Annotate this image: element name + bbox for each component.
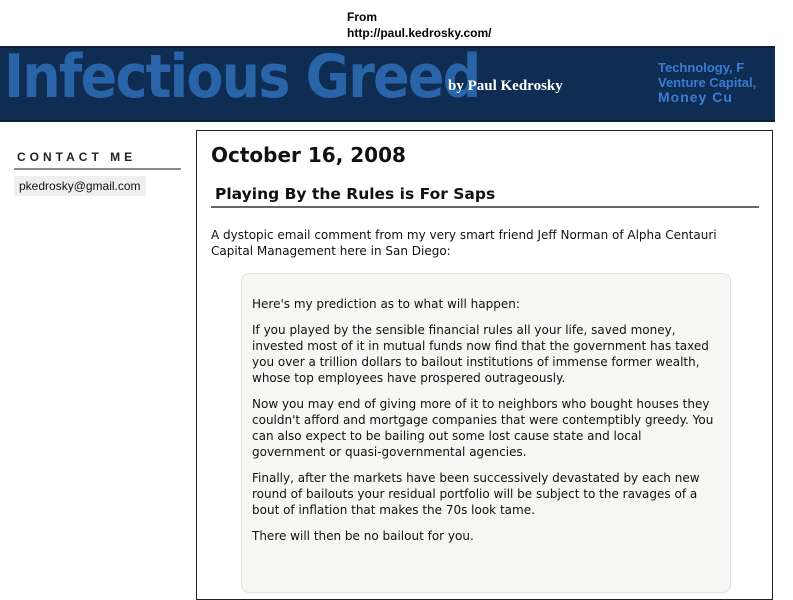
site-tagline xyxy=(658,60,756,105)
source-label: From xyxy=(347,10,377,24)
site-logo[interactable]: Infectious Greed xyxy=(4,46,480,112)
quote-paragraph: There will then be no bailout for you. xyxy=(252,529,474,543)
blockquote xyxy=(241,273,731,593)
quote-paragraph: If you played by the sensible financial rules all your life, saved money, invested most of it in mutual funds now find that the government has taxed you over a trillion dollars to bailout institutions of immense former wealth, whose top employees have prospered outrageously. xyxy=(252,323,709,385)
post-content-panel xyxy=(196,130,773,600)
source-url[interactable]: http://paul.kedrosky.com/ xyxy=(347,26,492,40)
quote-paragraph: Finally, after the markets have been successively devastated by each new round of bailouts your residual portfolio will be subject to the ravages of a bout of inflation that makes the 70s look tame. xyxy=(252,471,700,517)
sidebar xyxy=(14,150,181,196)
post-date-heading: October 16, 2008 xyxy=(211,143,406,167)
tagline-line: Money Cu xyxy=(658,89,733,105)
site-byline: by Paul Kedrosky xyxy=(448,78,563,94)
post-title[interactable]: Playing By the Rules is For Saps xyxy=(211,185,759,208)
post-intro: A dystopic email comment from my very smart friend Jeff Norman of Alpha Centauri Capital Management here in San Diego: xyxy=(211,228,717,258)
contact-heading: CONTACT ME xyxy=(14,150,181,170)
contact-email-link[interactable]: pkedrosky@gmail.com xyxy=(14,176,146,196)
tagline-line: Venture Capital, xyxy=(658,75,757,90)
site-banner[interactable] xyxy=(0,46,775,122)
quote-paragraph: Now you may end of giving more of it to neighbors who bought houses they couldn't afford and mortgage companies that were contemptibly greedy. You can also expect to be bailing out some lost cause state and local government or quasi-governmental agencies. xyxy=(252,397,714,459)
quote-paragraph: Here's my prediction as to what will happen: xyxy=(252,297,520,311)
tagline-line: Technology, F xyxy=(658,60,745,75)
source-attribution xyxy=(347,9,491,41)
